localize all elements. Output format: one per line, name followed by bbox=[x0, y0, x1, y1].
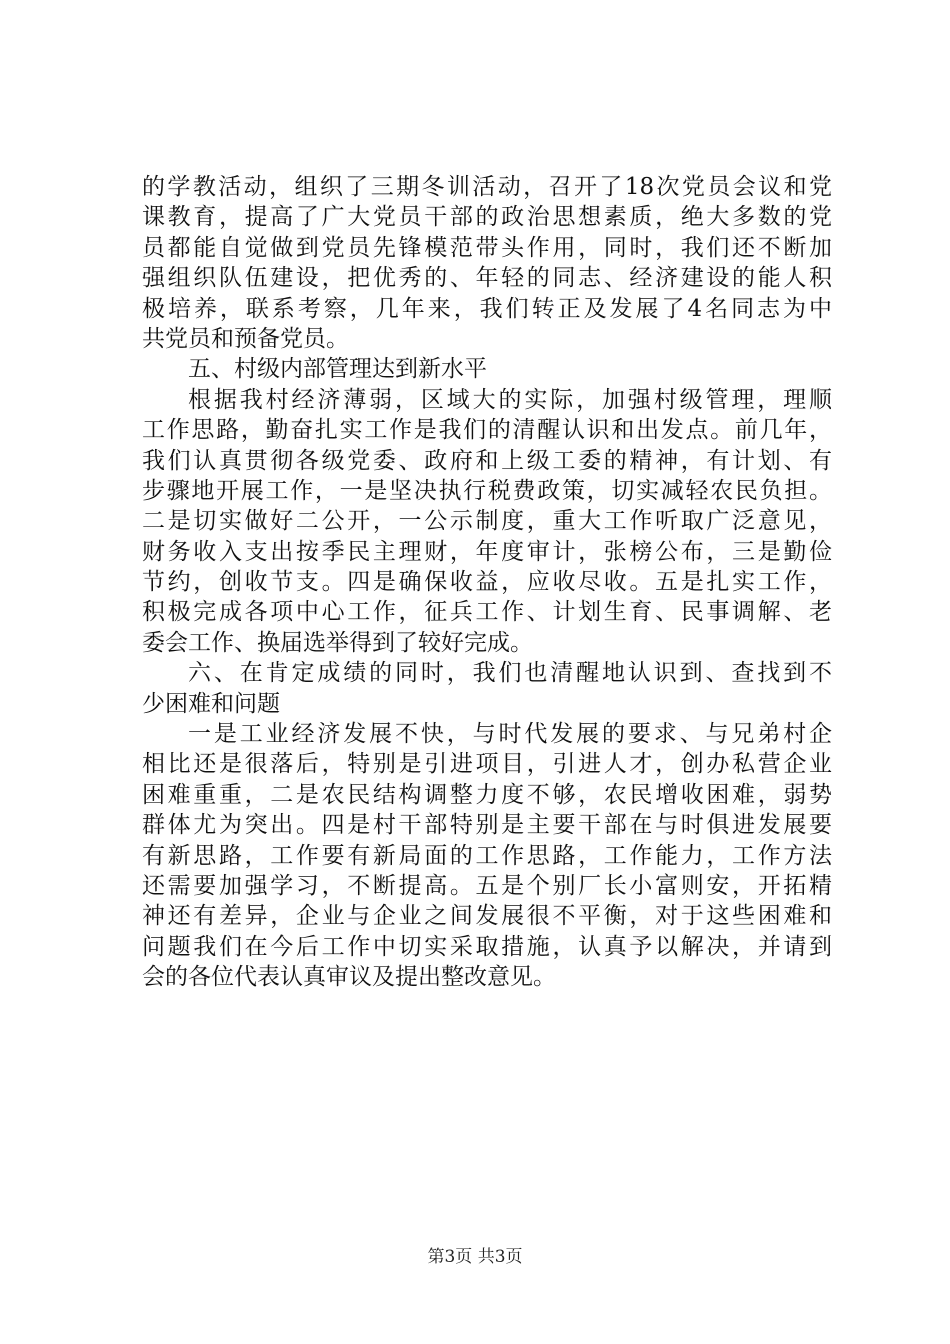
text-line: 根据我村经济薄弱，区域大的实际，加强村级管理，理顺 bbox=[188, 386, 832, 413]
text-line: 财务收入支出按季民主理财，年度审计，张榜公布，三是勤俭 bbox=[142, 538, 832, 565]
text-line: 共党员和预备党员。 bbox=[142, 325, 349, 352]
text-line: 我们认真贯彻各级党委、政府和上级工委的精神，有计划、有 bbox=[142, 447, 832, 474]
text-line: 步骤地开展工作，一是坚决执行税费政策，切实减轻农民负担。 bbox=[142, 477, 832, 504]
text-line: 六、在肯定成绩的同时，我们也清醒地认识到、查找到不 bbox=[188, 660, 832, 687]
text-line: 极培养，联系考察，几年来，我们转正及发展了4名同志为中 bbox=[142, 295, 832, 322]
text-line: 工作思路，勤奋扎实工作是我们的清醒认识和出发点。前几年， bbox=[142, 417, 832, 444]
document-body bbox=[142, 172, 832, 993]
text-line: 五、村级内部管理达到新水平 bbox=[188, 356, 487, 383]
page-footer: 第3页 共3页 bbox=[427, 1247, 523, 1267]
text-line: 相比还是很落后，特别是引进项目，引进人才，创办私营企业 bbox=[142, 751, 832, 778]
text-line: 会的各位代表认真审议及提出整改意见。 bbox=[142, 964, 556, 991]
text-line: 课教育，提高了广大党员干部的政治思想素质，绝大多数的党 bbox=[142, 204, 832, 231]
text-line: 少困难和问题 bbox=[142, 690, 280, 717]
text-line: 一是工业经济发展不快，与时代发展的要求、与兄弟村企 bbox=[188, 721, 832, 748]
text-line: 节约，创收节支。四是确保收益，应收尽收。五是扎实工作， bbox=[142, 569, 832, 596]
text-line: 委会工作、换届选举得到了较好完成。 bbox=[142, 629, 533, 656]
text-line: 有新思路，工作要有新局面的工作思路，工作能力，工作方法 bbox=[142, 842, 832, 869]
text-line: 二是切实做好二公开，一公示制度，重大工作听取广泛意见， bbox=[142, 508, 832, 535]
text-line: 员都能自觉做到党员先锋模范带头作用，同时，我们还不断加 bbox=[142, 234, 832, 261]
text-line: 的学教活动，组织了三期冬训活动，召开了18次党员会议和党 bbox=[142, 174, 832, 200]
text-line: 还需要加强学习，不断提高。五是个别厂长小富则安，开拓精 bbox=[142, 872, 832, 899]
text-line: 神还有差异，企业与企业之间发展很不平衡，对于这些困难和 bbox=[142, 903, 832, 930]
text-line: 问题我们在今后工作中切实采取措施，认真予以解决，并请到 bbox=[142, 933, 832, 960]
text-line: 群体尤为突出。四是村干部特别是主要干部在与时俱进发展要 bbox=[142, 812, 832, 839]
text-line: 困难重重，二是农民结构调整力度不够，农民增收困难，弱势 bbox=[142, 781, 832, 808]
text-line: 积极完成各项中心工作，征兵工作、计划生育、民事调解、老 bbox=[142, 599, 832, 626]
text-line: 强组织队伍建设，把优秀的、年轻的同志、经济建设的能人积 bbox=[142, 265, 832, 292]
